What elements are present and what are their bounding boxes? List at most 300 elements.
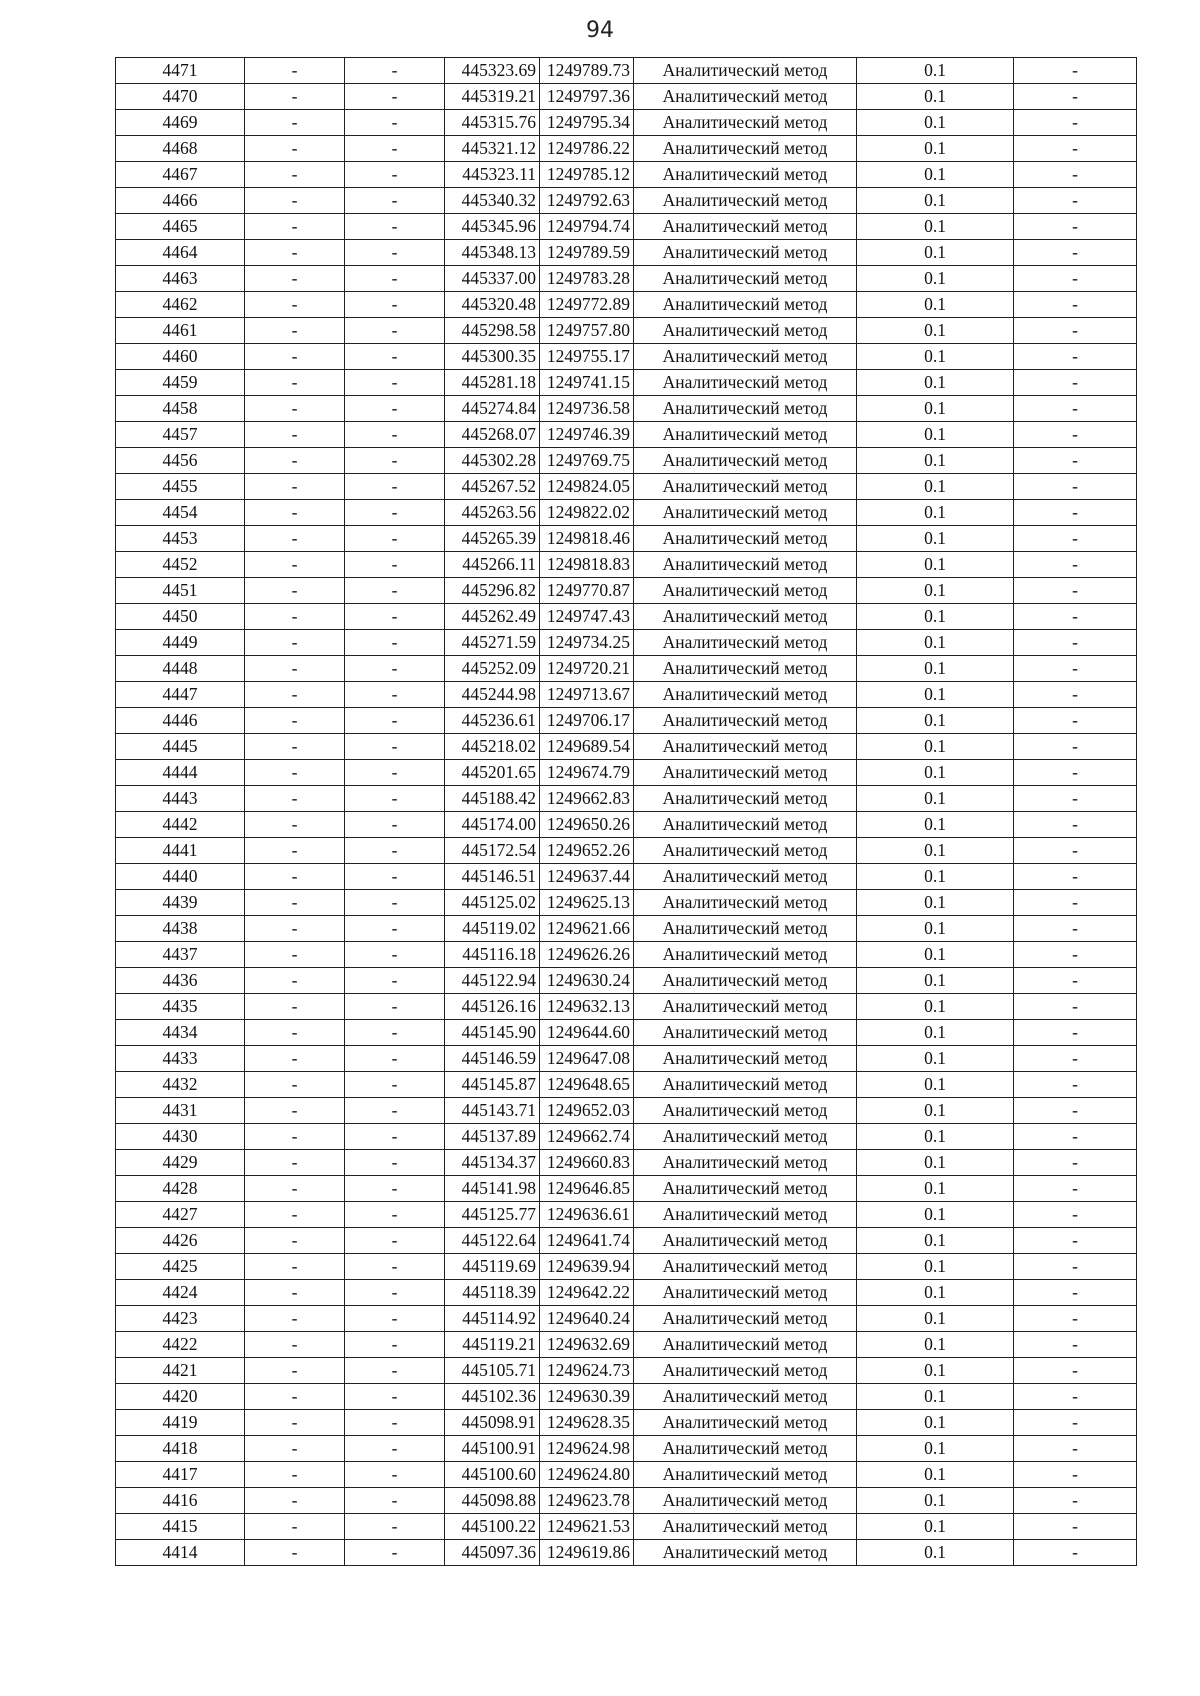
table-row bbox=[116, 994, 1137, 1020]
cell-point-number: 4435 bbox=[116, 994, 245, 1020]
cell-point-number: 4432 bbox=[116, 1072, 245, 1098]
cell-x-coordinate: 445122.64 bbox=[445, 1228, 540, 1254]
cell-y-coordinate: 1249625.13 bbox=[540, 890, 634, 916]
cell-accuracy: 0.1 bbox=[857, 968, 1014, 994]
cell-col-b: - bbox=[245, 916, 345, 942]
cell-accuracy: 0.1 bbox=[857, 1462, 1014, 1488]
table-row bbox=[116, 1306, 1137, 1332]
cell-col-c: - bbox=[345, 1124, 445, 1150]
cell-col-c: - bbox=[345, 110, 445, 136]
cell-col-b: - bbox=[245, 58, 345, 84]
cell-col-h: - bbox=[1014, 110, 1137, 136]
cell-y-coordinate: 1249818.83 bbox=[540, 552, 634, 578]
cell-accuracy: 0.1 bbox=[857, 1254, 1014, 1280]
cell-col-b: - bbox=[245, 1228, 345, 1254]
cell-col-b: - bbox=[245, 1098, 345, 1124]
table-row bbox=[116, 682, 1137, 708]
cell-col-c: - bbox=[345, 760, 445, 786]
table-row bbox=[116, 136, 1137, 162]
cell-col-h: - bbox=[1014, 864, 1137, 890]
cell-accuracy: 0.1 bbox=[857, 136, 1014, 162]
cell-point-number: 4431 bbox=[116, 1098, 245, 1124]
cell-col-c: - bbox=[345, 734, 445, 760]
cell-accuracy: 0.1 bbox=[857, 734, 1014, 760]
cell-col-c: - bbox=[345, 1306, 445, 1332]
table-row bbox=[116, 942, 1137, 968]
cell-point-number: 4447 bbox=[116, 682, 245, 708]
cell-method: Аналитический метод bbox=[634, 1514, 857, 1540]
cell-y-coordinate: 1249640.24 bbox=[540, 1306, 634, 1332]
cell-accuracy: 0.1 bbox=[857, 1358, 1014, 1384]
cell-y-coordinate: 1249644.60 bbox=[540, 1020, 634, 1046]
table-row bbox=[116, 1540, 1137, 1566]
cell-method: Аналитический метод bbox=[634, 474, 857, 500]
cell-accuracy: 0.1 bbox=[857, 942, 1014, 968]
cell-x-coordinate: 445274.84 bbox=[445, 396, 540, 422]
cell-col-c: - bbox=[345, 448, 445, 474]
cell-point-number: 4441 bbox=[116, 838, 245, 864]
cell-accuracy: 0.1 bbox=[857, 110, 1014, 136]
cell-accuracy: 0.1 bbox=[857, 1332, 1014, 1358]
table-row bbox=[116, 1020, 1137, 1046]
cell-col-h: - bbox=[1014, 578, 1137, 604]
table-row bbox=[116, 1150, 1137, 1176]
cell-col-b: - bbox=[245, 1540, 345, 1566]
cell-col-b: - bbox=[245, 1436, 345, 1462]
cell-x-coordinate: 445252.09 bbox=[445, 656, 540, 682]
cell-col-c: - bbox=[345, 968, 445, 994]
cell-x-coordinate: 445100.91 bbox=[445, 1436, 540, 1462]
cell-col-h: - bbox=[1014, 994, 1137, 1020]
cell-point-number: 4461 bbox=[116, 318, 245, 344]
cell-x-coordinate: 445105.71 bbox=[445, 1358, 540, 1384]
cell-y-coordinate: 1249786.22 bbox=[540, 136, 634, 162]
cell-col-h: - bbox=[1014, 266, 1137, 292]
table-row bbox=[116, 448, 1137, 474]
cell-x-coordinate: 445137.89 bbox=[445, 1124, 540, 1150]
cell-col-h: - bbox=[1014, 604, 1137, 630]
cell-accuracy: 0.1 bbox=[857, 1202, 1014, 1228]
cell-point-number: 4443 bbox=[116, 786, 245, 812]
cell-col-h: - bbox=[1014, 214, 1137, 240]
cell-x-coordinate: 445122.94 bbox=[445, 968, 540, 994]
cell-method: Аналитический метод bbox=[634, 552, 857, 578]
cell-col-h: - bbox=[1014, 58, 1137, 84]
cell-y-coordinate: 1249785.12 bbox=[540, 162, 634, 188]
cell-col-h: - bbox=[1014, 968, 1137, 994]
cell-col-h: - bbox=[1014, 1072, 1137, 1098]
cell-method: Аналитический метод bbox=[634, 1488, 857, 1514]
cell-point-number: 4421 bbox=[116, 1358, 245, 1384]
cell-method: Аналитический метод bbox=[634, 1046, 857, 1072]
table-row bbox=[116, 1072, 1137, 1098]
table-row bbox=[116, 58, 1137, 84]
cell-x-coordinate: 445271.59 bbox=[445, 630, 540, 656]
cell-col-b: - bbox=[245, 630, 345, 656]
cell-y-coordinate: 1249630.24 bbox=[540, 968, 634, 994]
cell-col-b: - bbox=[245, 84, 345, 110]
cell-x-coordinate: 445218.02 bbox=[445, 734, 540, 760]
cell-method: Аналитический метод bbox=[634, 370, 857, 396]
cell-accuracy: 0.1 bbox=[857, 1150, 1014, 1176]
cell-col-c: - bbox=[345, 1410, 445, 1436]
cell-point-number: 4463 bbox=[116, 266, 245, 292]
cell-point-number: 4417 bbox=[116, 1462, 245, 1488]
cell-point-number: 4454 bbox=[116, 500, 245, 526]
cell-col-h: - bbox=[1014, 630, 1137, 656]
cell-col-b: - bbox=[245, 344, 345, 370]
cell-point-number: 4456 bbox=[116, 448, 245, 474]
cell-y-coordinate: 1249689.54 bbox=[540, 734, 634, 760]
cell-x-coordinate: 445298.58 bbox=[445, 318, 540, 344]
cell-method: Аналитический метод bbox=[634, 1410, 857, 1436]
cell-method: Аналитический метод bbox=[634, 1280, 857, 1306]
cell-point-number: 4450 bbox=[116, 604, 245, 630]
cell-col-h: - bbox=[1014, 942, 1137, 968]
cell-x-coordinate: 445323.11 bbox=[445, 162, 540, 188]
cell-accuracy: 0.1 bbox=[857, 396, 1014, 422]
cell-y-coordinate: 1249624.80 bbox=[540, 1462, 634, 1488]
cell-x-coordinate: 445100.22 bbox=[445, 1514, 540, 1540]
cell-x-coordinate: 445102.36 bbox=[445, 1384, 540, 1410]
cell-col-c: - bbox=[345, 1150, 445, 1176]
cell-col-h: - bbox=[1014, 162, 1137, 188]
cell-col-h: - bbox=[1014, 1202, 1137, 1228]
cell-x-coordinate: 445321.12 bbox=[445, 136, 540, 162]
cell-col-c: - bbox=[345, 1462, 445, 1488]
cell-col-b: - bbox=[245, 682, 345, 708]
cell-accuracy: 0.1 bbox=[857, 1098, 1014, 1124]
cell-point-number: 4434 bbox=[116, 1020, 245, 1046]
cell-col-b: - bbox=[245, 1306, 345, 1332]
cell-point-number: 4469 bbox=[116, 110, 245, 136]
cell-x-coordinate: 445097.36 bbox=[445, 1540, 540, 1566]
cell-point-number: 4414 bbox=[116, 1540, 245, 1566]
cell-x-coordinate: 445125.77 bbox=[445, 1202, 540, 1228]
cell-col-b: - bbox=[245, 1150, 345, 1176]
cell-col-c: - bbox=[345, 500, 445, 526]
cell-col-h: - bbox=[1014, 1332, 1137, 1358]
table-row bbox=[116, 604, 1137, 630]
cell-method: Аналитический метод bbox=[634, 838, 857, 864]
cell-x-coordinate: 445145.87 bbox=[445, 1072, 540, 1098]
table-row bbox=[116, 1514, 1137, 1540]
table-row bbox=[116, 578, 1137, 604]
cell-method: Аналитический метод bbox=[634, 1020, 857, 1046]
cell-method: Аналитический метод bbox=[634, 1176, 857, 1202]
cell-col-h: - bbox=[1014, 240, 1137, 266]
cell-point-number: 4457 bbox=[116, 422, 245, 448]
cell-col-c: - bbox=[345, 604, 445, 630]
cell-col-b: - bbox=[245, 604, 345, 630]
cell-accuracy: 0.1 bbox=[857, 1228, 1014, 1254]
cell-col-b: - bbox=[245, 1332, 345, 1358]
cell-col-b: - bbox=[245, 292, 345, 318]
cell-col-c: - bbox=[345, 58, 445, 84]
cell-method: Аналитический метод bbox=[634, 1072, 857, 1098]
cell-method: Аналитический метод bbox=[634, 916, 857, 942]
cell-y-coordinate: 1249624.98 bbox=[540, 1436, 634, 1462]
cell-col-c: - bbox=[345, 1540, 445, 1566]
cell-x-coordinate: 445263.56 bbox=[445, 500, 540, 526]
cell-method: Аналитический метод bbox=[634, 786, 857, 812]
table-row bbox=[116, 162, 1137, 188]
cell-col-b: - bbox=[245, 162, 345, 188]
cell-point-number: 4428 bbox=[116, 1176, 245, 1202]
cell-col-c: - bbox=[345, 370, 445, 396]
cell-point-number: 4451 bbox=[116, 578, 245, 604]
cell-x-coordinate: 445340.32 bbox=[445, 188, 540, 214]
cell-y-coordinate: 1249770.87 bbox=[540, 578, 634, 604]
cell-accuracy: 0.1 bbox=[857, 1514, 1014, 1540]
cell-col-b: - bbox=[245, 1280, 345, 1306]
cell-x-coordinate: 445262.49 bbox=[445, 604, 540, 630]
cell-x-coordinate: 445315.76 bbox=[445, 110, 540, 136]
cell-col-h: - bbox=[1014, 1228, 1137, 1254]
cell-y-coordinate: 1249734.25 bbox=[540, 630, 634, 656]
cell-col-h: - bbox=[1014, 682, 1137, 708]
cell-y-coordinate: 1249648.65 bbox=[540, 1072, 634, 1098]
cell-col-h: - bbox=[1014, 84, 1137, 110]
table-row bbox=[116, 1332, 1137, 1358]
cell-y-coordinate: 1249789.59 bbox=[540, 240, 634, 266]
table-row bbox=[116, 1410, 1137, 1436]
cell-y-coordinate: 1249642.22 bbox=[540, 1280, 634, 1306]
table-row bbox=[116, 838, 1137, 864]
cell-y-coordinate: 1249652.03 bbox=[540, 1098, 634, 1124]
cell-y-coordinate: 1249647.08 bbox=[540, 1046, 634, 1072]
cell-col-h: - bbox=[1014, 1150, 1137, 1176]
cell-y-coordinate: 1249797.36 bbox=[540, 84, 634, 110]
table-row bbox=[116, 1254, 1137, 1280]
cell-col-h: - bbox=[1014, 1254, 1137, 1280]
cell-point-number: 4467 bbox=[116, 162, 245, 188]
cell-x-coordinate: 445300.35 bbox=[445, 344, 540, 370]
table-row bbox=[116, 500, 1137, 526]
cell-y-coordinate: 1249783.28 bbox=[540, 266, 634, 292]
cell-col-b: - bbox=[245, 1072, 345, 1098]
cell-col-b: - bbox=[245, 1176, 345, 1202]
cell-col-b: - bbox=[245, 422, 345, 448]
cell-y-coordinate: 1249619.86 bbox=[540, 1540, 634, 1566]
table-row bbox=[116, 734, 1137, 760]
table-row bbox=[116, 1436, 1137, 1462]
cell-y-coordinate: 1249641.74 bbox=[540, 1228, 634, 1254]
cell-col-h: - bbox=[1014, 1436, 1137, 1462]
cell-accuracy: 0.1 bbox=[857, 1306, 1014, 1332]
cell-accuracy: 0.1 bbox=[857, 1488, 1014, 1514]
cell-x-coordinate: 445143.71 bbox=[445, 1098, 540, 1124]
cell-method: Аналитический метод bbox=[634, 318, 857, 344]
cell-method: Аналитический метод bbox=[634, 630, 857, 656]
cell-col-c: - bbox=[345, 422, 445, 448]
table-row bbox=[116, 474, 1137, 500]
cell-col-h: - bbox=[1014, 760, 1137, 786]
cell-col-b: - bbox=[245, 1046, 345, 1072]
page-number: 94 bbox=[586, 18, 614, 43]
cell-method: Аналитический метод bbox=[634, 214, 857, 240]
cell-point-number: 4416 bbox=[116, 1488, 245, 1514]
cell-point-number: 4464 bbox=[116, 240, 245, 266]
cell-method: Аналитический метод bbox=[634, 1306, 857, 1332]
cell-col-b: - bbox=[245, 370, 345, 396]
cell-accuracy: 0.1 bbox=[857, 526, 1014, 552]
cell-x-coordinate: 445126.16 bbox=[445, 994, 540, 1020]
cell-col-b: - bbox=[245, 1358, 345, 1384]
cell-point-number: 4436 bbox=[116, 968, 245, 994]
cell-method: Аналитический метод bbox=[634, 890, 857, 916]
table-row bbox=[116, 890, 1137, 916]
cell-col-h: - bbox=[1014, 1124, 1137, 1150]
cell-col-b: - bbox=[245, 786, 345, 812]
cell-x-coordinate: 445345.96 bbox=[445, 214, 540, 240]
cell-method: Аналитический метод bbox=[634, 1150, 857, 1176]
cell-col-h: - bbox=[1014, 396, 1137, 422]
cell-accuracy: 0.1 bbox=[857, 58, 1014, 84]
cell-accuracy: 0.1 bbox=[857, 630, 1014, 656]
cell-accuracy: 0.1 bbox=[857, 1540, 1014, 1566]
cell-y-coordinate: 1249794.74 bbox=[540, 214, 634, 240]
cell-y-coordinate: 1249713.67 bbox=[540, 682, 634, 708]
cell-accuracy: 0.1 bbox=[857, 708, 1014, 734]
cell-col-c: - bbox=[345, 578, 445, 604]
table-row bbox=[116, 812, 1137, 838]
cell-col-h: - bbox=[1014, 292, 1137, 318]
cell-col-c: - bbox=[345, 344, 445, 370]
cell-col-h: - bbox=[1014, 1306, 1137, 1332]
cell-y-coordinate: 1249736.58 bbox=[540, 396, 634, 422]
cell-col-h: - bbox=[1014, 1280, 1137, 1306]
cell-x-coordinate: 445323.69 bbox=[445, 58, 540, 84]
cell-col-h: - bbox=[1014, 708, 1137, 734]
cell-method: Аналитический метод bbox=[634, 864, 857, 890]
table-row bbox=[116, 240, 1137, 266]
table-row bbox=[116, 1384, 1137, 1410]
table-row bbox=[116, 1488, 1137, 1514]
cell-col-c: - bbox=[345, 1332, 445, 1358]
cell-method: Аналитический метод bbox=[634, 604, 857, 630]
cell-x-coordinate: 445116.18 bbox=[445, 942, 540, 968]
cell-col-c: - bbox=[345, 526, 445, 552]
cell-col-c: - bbox=[345, 1254, 445, 1280]
cell-x-coordinate: 445146.51 bbox=[445, 864, 540, 890]
cell-point-number: 4460 bbox=[116, 344, 245, 370]
cell-x-coordinate: 445119.69 bbox=[445, 1254, 540, 1280]
cell-y-coordinate: 1249769.75 bbox=[540, 448, 634, 474]
cell-y-coordinate: 1249626.26 bbox=[540, 942, 634, 968]
cell-point-number: 4462 bbox=[116, 292, 245, 318]
table-row bbox=[116, 1176, 1137, 1202]
cell-method: Аналитический метод bbox=[634, 1124, 857, 1150]
cell-y-coordinate: 1249747.43 bbox=[540, 604, 634, 630]
cell-y-coordinate: 1249792.63 bbox=[540, 188, 634, 214]
cell-col-h: - bbox=[1014, 422, 1137, 448]
table-row bbox=[116, 84, 1137, 110]
cell-accuracy: 0.1 bbox=[857, 1124, 1014, 1150]
cell-y-coordinate: 1249652.26 bbox=[540, 838, 634, 864]
cell-point-number: 4449 bbox=[116, 630, 245, 656]
cell-accuracy: 0.1 bbox=[857, 1046, 1014, 1072]
cell-accuracy: 0.1 bbox=[857, 578, 1014, 604]
cell-accuracy: 0.1 bbox=[857, 1072, 1014, 1098]
cell-y-coordinate: 1249824.05 bbox=[540, 474, 634, 500]
cell-x-coordinate: 445119.02 bbox=[445, 916, 540, 942]
cell-col-h: - bbox=[1014, 1020, 1137, 1046]
cell-y-coordinate: 1249795.34 bbox=[540, 110, 634, 136]
cell-method: Аналитический метод bbox=[634, 1098, 857, 1124]
cell-y-coordinate: 1249818.46 bbox=[540, 526, 634, 552]
table-row bbox=[116, 1202, 1137, 1228]
cell-accuracy: 0.1 bbox=[857, 1176, 1014, 1202]
cell-col-c: - bbox=[345, 994, 445, 1020]
cell-col-b: - bbox=[245, 188, 345, 214]
cell-col-c: - bbox=[345, 1072, 445, 1098]
cell-y-coordinate: 1249772.89 bbox=[540, 292, 634, 318]
cell-y-coordinate: 1249632.69 bbox=[540, 1332, 634, 1358]
cell-point-number: 4426 bbox=[116, 1228, 245, 1254]
table-row bbox=[116, 968, 1137, 994]
table-row bbox=[116, 188, 1137, 214]
cell-col-h: - bbox=[1014, 1384, 1137, 1410]
cell-method: Аналитический метод bbox=[634, 292, 857, 318]
cell-point-number: 4453 bbox=[116, 526, 245, 552]
cell-x-coordinate: 445302.28 bbox=[445, 448, 540, 474]
cell-col-c: - bbox=[345, 682, 445, 708]
cell-x-coordinate: 445125.02 bbox=[445, 890, 540, 916]
cell-point-number: 4420 bbox=[116, 1384, 245, 1410]
cell-x-coordinate: 445141.98 bbox=[445, 1176, 540, 1202]
cell-y-coordinate: 1249662.74 bbox=[540, 1124, 634, 1150]
cell-col-c: - bbox=[345, 1228, 445, 1254]
cell-col-b: - bbox=[245, 266, 345, 292]
cell-method: Аналитический метод bbox=[634, 526, 857, 552]
cell-point-number: 4442 bbox=[116, 812, 245, 838]
cell-col-c: - bbox=[345, 474, 445, 500]
cell-col-c: - bbox=[345, 396, 445, 422]
cell-x-coordinate: 445098.91 bbox=[445, 1410, 540, 1436]
cell-x-coordinate: 445236.61 bbox=[445, 708, 540, 734]
cell-col-c: - bbox=[345, 1384, 445, 1410]
cell-accuracy: 0.1 bbox=[857, 422, 1014, 448]
cell-point-number: 4418 bbox=[116, 1436, 245, 1462]
table-row bbox=[116, 864, 1137, 890]
cell-method: Аналитический метод bbox=[634, 422, 857, 448]
cell-col-c: - bbox=[345, 1514, 445, 1540]
cell-col-b: - bbox=[245, 1202, 345, 1228]
cell-y-coordinate: 1249646.85 bbox=[540, 1176, 634, 1202]
cell-y-coordinate: 1249755.17 bbox=[540, 344, 634, 370]
cell-method: Аналитический метод bbox=[634, 344, 857, 370]
cell-x-coordinate: 445267.52 bbox=[445, 474, 540, 500]
cell-x-coordinate: 445114.92 bbox=[445, 1306, 540, 1332]
cell-col-b: - bbox=[245, 864, 345, 890]
cell-point-number: 4444 bbox=[116, 760, 245, 786]
cell-col-c: - bbox=[345, 552, 445, 578]
cell-x-coordinate: 445134.37 bbox=[445, 1150, 540, 1176]
cell-col-c: - bbox=[345, 916, 445, 942]
cell-point-number: 4427 bbox=[116, 1202, 245, 1228]
cell-method: Аналитический метод bbox=[634, 942, 857, 968]
cell-point-number: 4448 bbox=[116, 656, 245, 682]
cell-y-coordinate: 1249621.66 bbox=[540, 916, 634, 942]
cell-col-h: - bbox=[1014, 786, 1137, 812]
cell-col-b: - bbox=[245, 110, 345, 136]
cell-col-h: - bbox=[1014, 344, 1137, 370]
cell-method: Аналитический метод bbox=[634, 1358, 857, 1384]
cell-point-number: 4455 bbox=[116, 474, 245, 500]
cell-x-coordinate: 445119.21 bbox=[445, 1332, 540, 1358]
cell-col-b: - bbox=[245, 214, 345, 240]
